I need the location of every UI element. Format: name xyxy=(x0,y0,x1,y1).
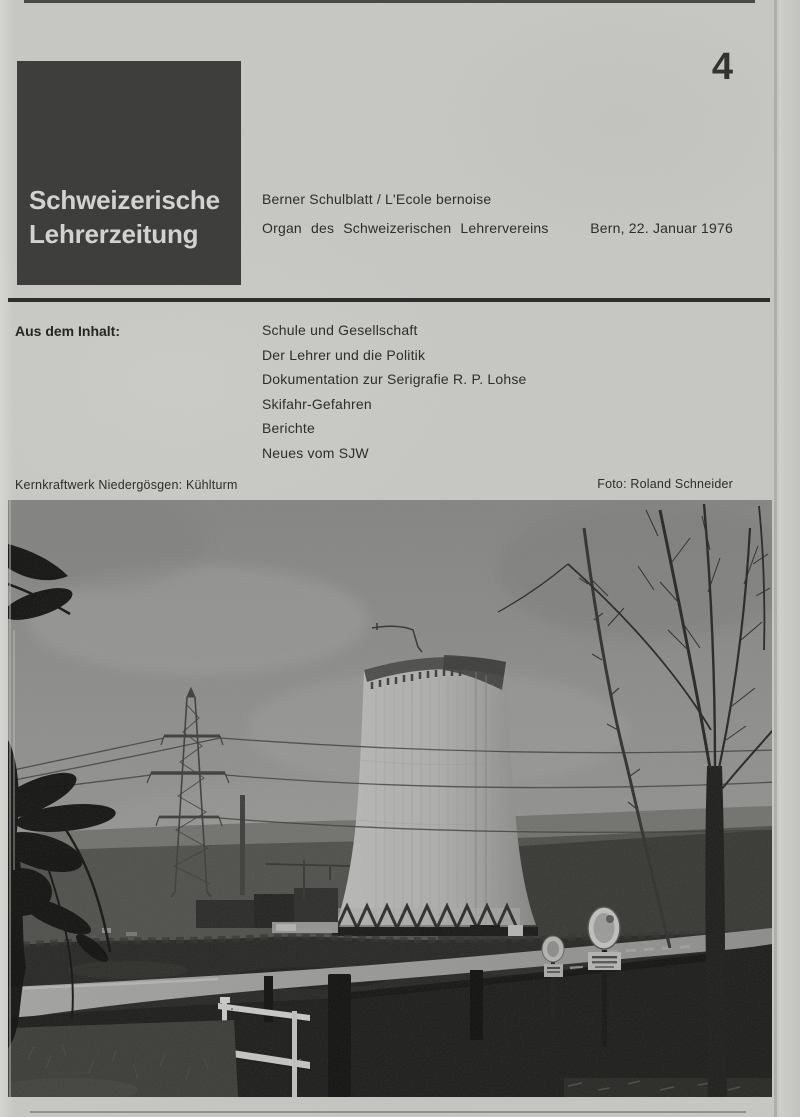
masthead-title-line2: Lehrerzeitung xyxy=(29,219,199,249)
photo-caption-left: Kernkraftwerk Niedergösgen: Kühlturm xyxy=(15,478,238,492)
contents-item: Berichte xyxy=(262,420,315,437)
masthead-title-line1: Schweizerische xyxy=(29,185,220,215)
contents-label: Aus dem Inhalt: xyxy=(15,323,121,339)
subtitle-line2: Organ des Schweizerischen Lehrervereins xyxy=(262,220,549,236)
photo-caption-right: Foto: Roland Schneider xyxy=(597,477,733,491)
contents-item: Neues vom SJW xyxy=(262,444,369,461)
masthead-title xyxy=(29,183,220,251)
contents-item: Der Lehrer und die Politik xyxy=(262,346,426,363)
subtitle-line1: Berner Schulblatt / L'Ecole bernoise xyxy=(262,191,492,207)
cover-photo xyxy=(8,500,772,1097)
contents-item: Skifahr-Gefahren xyxy=(262,395,372,412)
film-grain xyxy=(8,500,772,1097)
issue-number: 4 xyxy=(711,46,733,88)
bottom-rule xyxy=(30,1111,746,1113)
cover-photo-illustration xyxy=(8,500,772,1097)
contents-item: Dokumentation zur Serigrafie R. P. Lohse xyxy=(262,371,527,388)
page-edge-right xyxy=(774,0,777,1117)
top-rule xyxy=(24,0,755,3)
page-margin-right xyxy=(779,0,800,1117)
contents-list xyxy=(262,318,527,466)
contents-item: Schule und Gesellschaft xyxy=(262,322,418,338)
divider-rule xyxy=(8,298,770,302)
issue-date: Bern, 22. Januar 1976 xyxy=(590,220,733,236)
masthead-box xyxy=(17,61,241,285)
